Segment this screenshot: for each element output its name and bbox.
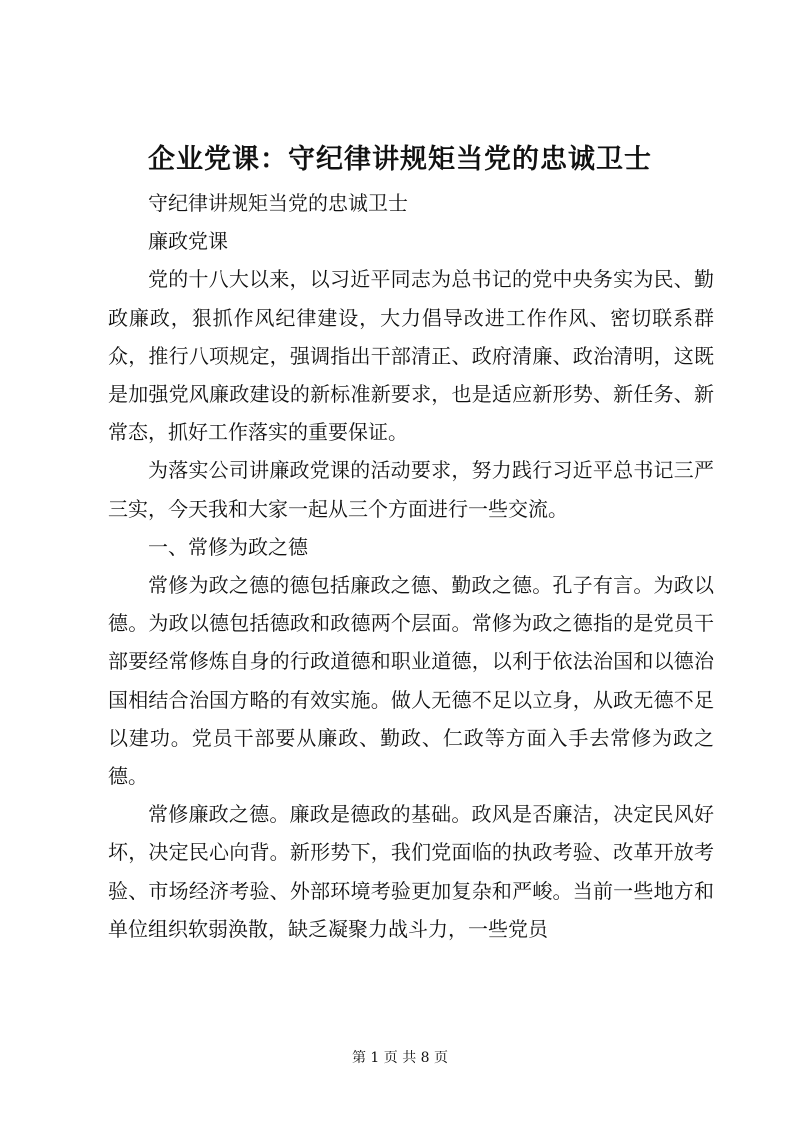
section-heading: 一、常修为政之德 (148, 534, 308, 559)
document-title: 企业党课：守纪律讲规矩当党的忠诚卫士 (148, 144, 652, 175)
body-paragraph: 为落实公司讲廉政党课的活动要求，努力践行习近平总书记三严三实，今天我和大家一起从三个方面进行一些交流。 (108, 458, 714, 521)
body-paragraph: 常修为政之德的德包括廉政之德、勤政之德。孔子有言。为政以德。为政以德包括德政和政德两个层面。常修为政之德指的是党员干部要经常修炼自身的行政道德和职业道德，以利于依法治国和以德治国相结合治国方略的有效实施。做人无德不足以立身，从政无德不足以建功。党员干部要从廉政、勤政、仁政等方面入手去常修为政之德。 (108, 573, 714, 789)
subtitle-paragraph: 守纪律讲规矩当党的忠诚卫士 (148, 191, 408, 215)
page-footer: 第 1 页 共 8 页 (351, 1050, 449, 1066)
document-body (108, 184, 714, 948)
category-paragraph: 廉政党课 (148, 229, 228, 254)
body-paragraph: 常修廉政之德。廉政是德政的基础。政风是否廉洁，决定民风好坏，决定民心向背。新形势下，我们党面临的执政考验、改革开放考验、市场经济考验、外部环境考验更加复杂和严峻。当前一些地方和单位组织软弱涣散，缺乏凝聚力战斗力，一些党员 (108, 802, 714, 941)
body-paragraph: 党的十八大以来，以习近平同志为总书记的党中央务实为民、勤政廉政，狠抓作风纪律建设，大力倡导改进工作作风、密切联系群众，推行八项规定，强调指出干部清正、政府清廉、政治清明，这既是加强党风廉政建设的新标准新要求，也是适应新形势、新任务、新常态，抓好工作落实的重要保证。 (108, 267, 714, 445)
